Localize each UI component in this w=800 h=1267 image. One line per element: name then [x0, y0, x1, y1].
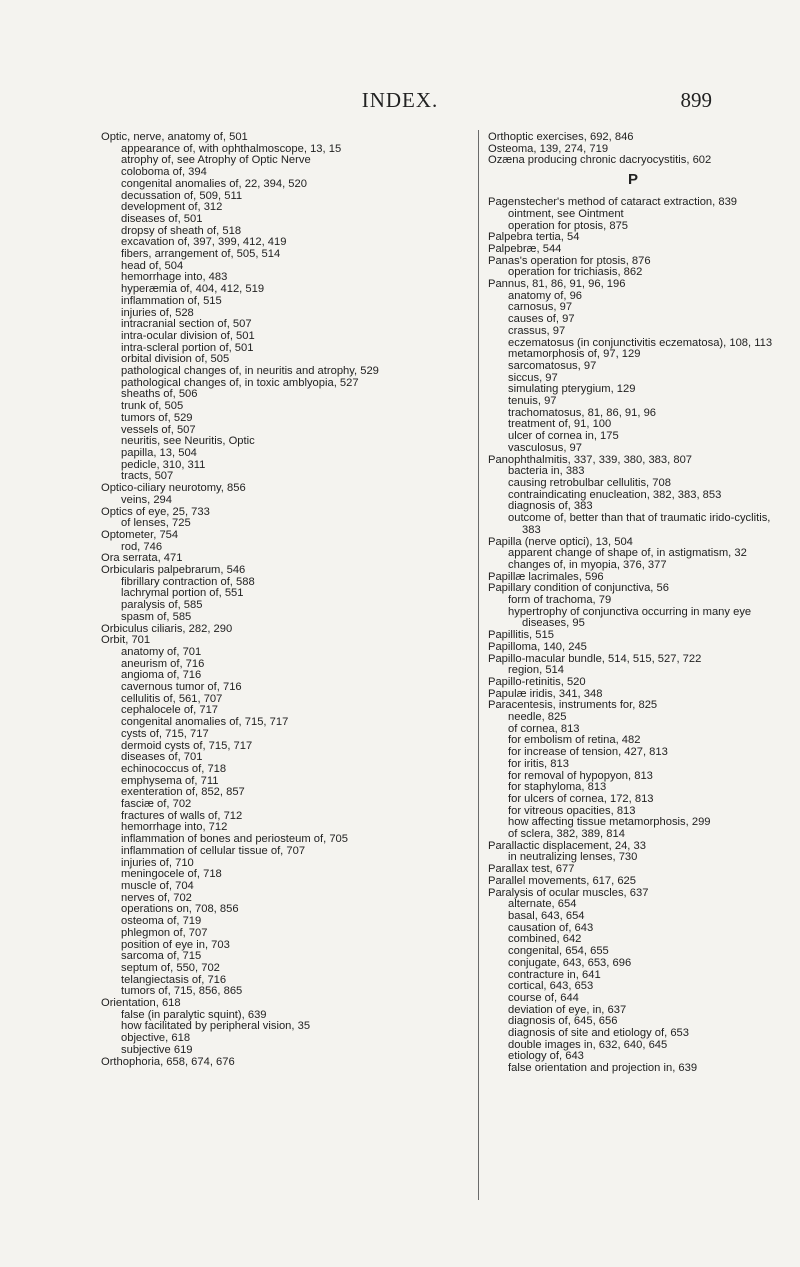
index-subentry: intracranial section of, 507	[121, 318, 252, 331]
index-subentry: diagnosis of site and etiology of, 653	[508, 1027, 689, 1040]
index-subentry: for ulcers of cornea, 172, 813	[508, 792, 654, 805]
index-subentry: fasciæ of, 702	[121, 798, 192, 811]
index-subentry: emphysema of, 711	[121, 774, 219, 787]
index-subentry: hemorrhage into, 712	[121, 821, 228, 834]
index-subentry: congenital, 654, 655	[508, 945, 609, 958]
index-subentry: for increase of tension, 427, 813	[508, 746, 668, 759]
index-subentry: development of, 312	[121, 201, 223, 214]
index-subentry: ointment, see Ointment	[508, 207, 624, 220]
index-subentry: causes of, 97	[508, 313, 575, 326]
index-subentry: aneurism of, 716	[121, 657, 205, 670]
index-entry: Papulæ iridis, 341, 348	[488, 687, 603, 700]
index-subentry: osteoma of, 719	[121, 915, 202, 928]
index-subentry: etiology of, 643	[508, 1050, 584, 1063]
index-subentry: double images in, 632, 640, 645	[508, 1038, 668, 1051]
index-subentry: spasm of, 585	[121, 610, 192, 623]
index-subentry: pathological changes of, in neuritis and atrophy, 529	[121, 365, 379, 378]
index-subentry: hyperæmia of, 404, 412, 519	[121, 283, 265, 296]
index-subentry: subjective 619	[121, 1043, 193, 1056]
index-subentry: in neutralizing lenses, 730	[508, 851, 638, 864]
index-subentry: region, 514	[508, 664, 564, 677]
index-subentry: dermoid cysts of, 715, 717	[121, 739, 253, 752]
index-entry: Orthophoria, 658, 674, 676	[101, 1055, 235, 1068]
index-subentry: of sclera, 382, 389, 814	[508, 828, 625, 841]
index-subentry: telangiectasis of, 716	[121, 973, 227, 986]
index-subentry: combined, 642	[508, 933, 582, 946]
index-subentry: anatomy of, 96	[508, 289, 583, 302]
index-subentry: treatment of, 91, 100	[508, 418, 612, 431]
index-entry: Ozæna producing chronic dacryocystitis, 602	[488, 154, 712, 167]
index-subentry: apparent change of shape of, in astigmatism, 32	[508, 547, 747, 560]
index-subentry: congenital anomalies of, 715, 717	[121, 716, 289, 729]
index-entry: Pannus, 81, 86, 91, 96, 196	[488, 278, 626, 291]
index-subentry: tracts, 507	[121, 470, 174, 483]
index-subentry: diseases of, 701	[121, 751, 203, 764]
index-subentry: orbital division of, 505	[121, 353, 230, 366]
index-entry: Pagenstecher's method of cataract extraction, 839	[488, 196, 738, 209]
index-entry: Papillo-retinitis, 520	[488, 675, 586, 688]
index-entry: Orbit, 701	[101, 634, 151, 647]
index-subentry: position of eye in, 703	[121, 938, 230, 951]
index-entry: Optics of eye, 25, 733	[101, 505, 210, 518]
index-entry: Orientation, 618	[101, 997, 181, 1010]
index-subentry: appearance of, with ophthalmoscope, 13, 15	[121, 142, 342, 155]
index-subentry: hemorrhage into, 483	[121, 271, 228, 284]
index-subentry: conjugate, 643, 653, 696	[508, 956, 632, 969]
index-subentry: deviation of eye, in, 637	[508, 1003, 627, 1016]
index-subentry: false (in paralytic squint), 639	[121, 1008, 267, 1021]
index-subentry: lachrymal portion of, 551	[121, 587, 244, 600]
index-column-left	[101, 132, 446, 1068]
index-subentry: objective, 618	[121, 1032, 191, 1045]
index-subentry: atrophy of, see Atrophy of Optic Nerve	[121, 154, 311, 167]
index-entry: Papillo-macular bundle, 514, 515, 527, 722	[488, 652, 702, 665]
column-divider	[478, 130, 479, 1200]
index-subentry: contraindicating enucleation, 382, 383, 853	[508, 488, 722, 501]
index-subentry: basal, 643, 654	[508, 910, 585, 922]
index-subentry: anatomy of, 701	[121, 645, 202, 658]
index-entry: Papilloma, 140, 245	[488, 640, 587, 653]
index-entry: Papillæ lacrimales, 596	[488, 570, 604, 583]
index-subentry: carnosus, 97	[508, 301, 573, 314]
index-subentry: diseases of, 501	[121, 212, 203, 225]
index-entry: Paracentesis, instruments for, 825	[488, 699, 658, 712]
index-subentry: paralysis of, 585	[121, 599, 203, 612]
index-entry: Orthoptic exercises, 692, 846	[488, 131, 634, 143]
index-subentry: inflammation of, 515	[121, 294, 222, 307]
index-subentry: tumors of, 715, 856, 865	[121, 985, 243, 998]
index-subentry: trunk of, 505	[121, 400, 184, 413]
index-subentry: hypertrophy of conjunctiva occurring in many eye diseases, 95	[508, 605, 752, 630]
index-entry: Panophthalmitis, 337, 339, 380, 383, 807	[488, 453, 693, 466]
index-subentry: injuries of, 710	[121, 856, 194, 869]
index-entry: Paralysis of ocular muscles, 637	[488, 886, 649, 899]
index-entry: Orbicularis palpebrarum, 546	[101, 564, 246, 577]
index-subentry: cysts of, 715, 717	[121, 727, 209, 740]
index-subentry: form of trachoma, 79	[508, 594, 612, 607]
page-number: 899	[680, 88, 712, 112]
index-subentry: pedicle, 310, 311	[121, 458, 206, 471]
index-subentry: operation for trichiasis, 862	[508, 266, 643, 279]
index-entry: Papillitis, 515	[488, 629, 554, 642]
index-subentry: needle, 825	[508, 711, 567, 724]
index-entry: Papillary condition of conjunctiva, 56	[488, 582, 669, 595]
index-subentry: cavernous tumor of, 716	[121, 681, 242, 694]
index-subentry: decussation of, 509, 511	[121, 189, 243, 202]
page-title: INDEX.	[361, 88, 439, 112]
index-subentry: sarcoma of, 715	[121, 950, 202, 963]
index-entry: Ora serrata, 471	[101, 552, 183, 565]
index-subentry: diagnosis of, 383	[508, 500, 593, 513]
index-subentry: excavation of, 397, 399, 412, 419	[121, 236, 287, 249]
index-subentry: echinococcus of, 718	[121, 762, 227, 775]
index-entry: Optometer, 754	[101, 528, 179, 541]
index-subentry: vasculosus, 97	[508, 441, 583, 454]
index-subentry: of lenses, 725	[121, 517, 191, 530]
index-entry: Palpebra tertia, 54	[488, 231, 580, 244]
index-subentry: sarcomatosus, 97	[508, 359, 597, 372]
index-subentry: fractures of walls of, 712	[121, 809, 243, 822]
index-subentry: of cornea, 813	[508, 722, 580, 735]
index-subentry: crassus, 97	[508, 324, 566, 337]
index-subentry: septum of, 550, 702	[121, 961, 220, 974]
index-entry: Panas's operation for ptosis, 876	[488, 254, 651, 267]
index-subentry: exenteration of, 852, 857	[121, 786, 245, 799]
index-subentry: for staphyloma, 813	[508, 781, 607, 794]
index-subentry: dropsy of sheath of, 518	[121, 224, 242, 237]
index-subentry: inflammation of bones and periosteum of, 705	[121, 833, 348, 846]
index-subentry: intra-ocular division of, 501	[121, 329, 255, 342]
index-subentry: sheaths of, 506	[121, 388, 198, 401]
index-subentry: injuries of, 528	[121, 306, 194, 319]
index-subentry: simulating pterygium, 129	[508, 383, 636, 396]
index-subentry: trachomatosus, 81, 86, 91, 96	[508, 406, 657, 419]
index-entry: Optic, nerve, anatomy of, 501	[101, 131, 248, 143]
section-letter: P	[627, 171, 638, 189]
index-subentry: vessels of, 507	[121, 423, 196, 436]
index-subentry: for iritis, 813	[508, 757, 569, 770]
index-subentry: how affecting tissue metamorphosis, 299	[508, 816, 711, 829]
index-subentry: eczematosus (in conjunctivitis eczematosa), 108, 113	[508, 336, 773, 349]
index-subentry: changes of, in myopia, 376, 377	[508, 558, 667, 571]
index-subentry: nerves of, 702	[121, 891, 192, 904]
index-subentry: rod, 746	[121, 540, 163, 553]
index-subentry: tumors of, 529	[121, 411, 193, 424]
index-subentry: contracture in, 641	[508, 968, 601, 981]
index-subentry: siccus, 97	[508, 371, 558, 384]
index-subentry: veins, 294	[121, 493, 172, 506]
index-subentry: ulcer of cornea in, 175	[508, 430, 619, 443]
index-subentry: metamorphosis of, 97, 129	[508, 348, 641, 361]
index-subentry: cellulitis of, 561, 707	[121, 692, 223, 705]
index-column-right	[488, 132, 778, 1075]
index-subentry: fibrillary contraction of, 588	[121, 575, 255, 588]
index-subentry: for vitreous opacities, 813	[508, 804, 636, 817]
index-entry: Orbiculus ciliaris, 282, 290	[101, 622, 233, 635]
index-subentry: for removal of hypopyon, 813	[508, 769, 653, 782]
index-subentry: diagnosis of, 645, 656	[508, 1015, 618, 1028]
index-subentry: causation of, 643	[508, 921, 594, 934]
index-subentry: false orientation and projection in, 639	[508, 1062, 698, 1075]
page-header	[0, 88, 800, 118]
index-subentry: coloboma of, 394	[121, 166, 207, 179]
index-subentry: papilla, 13, 504	[121, 446, 197, 459]
index-subentry: fibers, arrangement of, 505, 514	[121, 248, 281, 261]
index-subentry: operation for ptosis, 875	[508, 219, 629, 232]
index-subentry: course of, 644	[508, 991, 579, 1004]
index-subentry: for embolism of retina, 482	[508, 734, 641, 747]
index-entry: Parallel movements, 617, 625	[488, 874, 637, 887]
index-entry: Palpebræ, 544	[488, 242, 562, 255]
index-subentry: meningocele of, 718	[121, 868, 222, 881]
index-subentry: cortical, 643, 653	[508, 980, 594, 993]
index-subentry: phlegmon of, 707	[121, 926, 208, 939]
index-subentry: intra-scleral portion of, 501	[121, 341, 254, 354]
index-subentry: pathological changes of, in toxic amblyopia, 527	[121, 376, 359, 389]
index-subentry: causing retrobulbar cellulitis, 708	[508, 476, 671, 489]
index-entry: Optico-ciliary neurotomy, 856	[101, 482, 246, 495]
index-entry: Parallactic displacement, 24, 33	[488, 839, 646, 852]
index-subentry: inflammation of cellular tissue of, 707	[121, 844, 306, 857]
index-subentry: muscle of, 704	[121, 880, 194, 892]
index-subentry: neuritis, see Neuritis, Optic	[121, 435, 255, 448]
index-subentry: how facilitated by peripheral vision, 35	[121, 1020, 311, 1033]
index-subentry: tenuis, 97	[508, 395, 557, 408]
index-subentry: outcome of, better than that of traumatic irido-cyclitis, 383	[508, 512, 771, 536]
index-subentry: congenital anomalies of, 22, 394, 520	[121, 177, 307, 190]
index-subentry: head of, 504	[121, 259, 184, 272]
index-subentry: bacteria in, 383	[508, 465, 585, 478]
index-entry: Parallax test, 677	[488, 863, 575, 876]
index-subentry: cephalocele of, 717	[121, 704, 219, 717]
index-subentry: angioma of, 716	[121, 669, 202, 682]
index-subentry: operations on, 708, 856	[121, 903, 239, 916]
index-entry: Osteoma, 139, 274, 719	[488, 142, 609, 155]
index-entry: Papilla (nerve optici), 13, 504	[488, 535, 633, 548]
index-subentry: alternate, 654	[508, 898, 577, 911]
